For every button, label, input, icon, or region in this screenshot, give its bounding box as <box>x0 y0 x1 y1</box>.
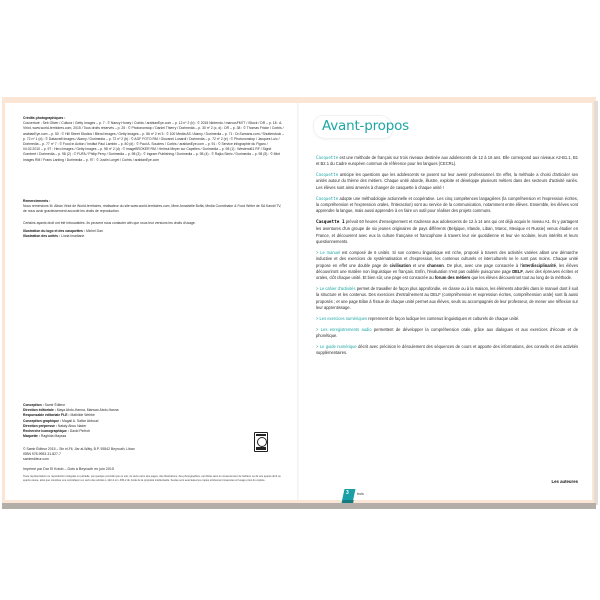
manuel-bold: DELF <box>512 268 523 274</box>
manuel-bold: chanson <box>426 262 444 268</box>
exercices-text: reprennent de façon ludique les contenus linguistiques et culturels de chaque unité. <box>368 315 520 321</box>
staff-value: Maya Abdo-Hanna, Marwan Abdo-Hanna <box>56 408 119 413</box>
brand-name: Casquette <box>316 195 339 201</box>
staff-credits <box>23 403 285 439</box>
page-number: 3 <box>346 490 349 496</box>
signature: Les auteures <box>551 479 578 484</box>
paragraph-level <box>316 219 578 245</box>
manuel-text: . De plus, avec une page consacrée à l' <box>443 262 522 268</box>
staff-label: Recherche iconographique : <box>23 429 69 434</box>
staff-label: Responsable éditoriale FLE : <box>23 413 70 418</box>
manuel-text: est composé de 6 unités. Si son contenu linguistique est riche, proposé à travers des activités variées allant une démarche inductive et des exercices de systématisation et d'expression, les contenus culturels et interculturels ne le sont pas moins. Chaque unité propose en effet une double page de <box>316 249 578 268</box>
illustration-label: Illustration du logo et des casquettes : <box>23 229 85 233</box>
illustration-credits <box>23 229 285 239</box>
audio-link: > Les enregistrements audio <box>316 326 372 332</box>
manuel-link: > Le manuel <box>316 249 341 255</box>
staff-value: Raghida Mayssa <box>40 434 67 439</box>
thanks-text: Nous remercions M. Alban Viriot de World-territoires, réalisateur du site www.world-territoires.com, Mme Annabelle Boffa, Media Coordinator & Food Writer de SA Kandil TV, de nous avoir gracieusement accordé les droits de reproduction. <box>23 204 282 214</box>
cahier-text: permet de travailler de façon plus approfondie, en classe ou à la maison, les éléments abordés dans le manuel dont il suit la structure et les contenus. Des exercices d'entraînement au DELF (compréhension et expression écrites, compréhension orale) sont là aussi proposés ; et une page Bilan à l'issue de chaque unité permet aux élèves, seuls ou accompagnés de leur professeur, de mener une réflexion sur leur apprentissage. <box>316 286 578 310</box>
acknowledgements <box>23 199 285 215</box>
page-title: Avant-propos <box>322 118 409 134</box>
exercices-link: > Les exercices numériques <box>316 315 368 321</box>
logo-circle <box>257 437 267 447</box>
paragraph-guide <box>316 344 578 357</box>
staff-value: Nataly Abou Nader <box>57 423 87 428</box>
staff-value: Magali A. Sattar Abboud <box>62 418 99 423</box>
staff-label: Direction prépresse : <box>23 423 57 428</box>
printer-info: Imprimé par Dar El Kotob – Dots à Beyrouth en juin 2015 <box>23 467 114 471</box>
isbn-line: ISBN 978-9953-31-827-7 <box>23 452 61 457</box>
legal-notice: Toute représentation ou reproduction intégrale ou partielle, par quelque procédé que ce soit, du texte et/ou des pages, des illustrations, des photographies, est illicite sans le consentement de l'éditeur ou de ses ayants droit ou ayants cause, ainsi que constitue une contrefaçon en vertu des articles L.122-4 et L.335-2 du Code de la propriété intellectuelle. Seules sont autorisées les copies strictement réservées à l'usage privé du copiste. <box>23 475 281 482</box>
illustration-label: Illustration des unités : <box>23 234 61 239</box>
staff-value: Samir Éditeur <box>44 403 66 407</box>
manuel-text: , avec des épreuves écrites et orales, clôt chaque unité. Et bien sûr, une page est consacrée au <box>316 268 579 281</box>
paragraph-audio <box>316 327 578 340</box>
paragraph-manuel <box>316 250 578 281</box>
logo-bar <box>256 447 266 450</box>
paragraph-intro <box>316 155 578 168</box>
manuel-bold: civilisation <box>389 262 411 268</box>
foreword-body <box>316 155 578 361</box>
illustration-value: Linda Imadiane <box>61 234 85 239</box>
paragraph-text: est une méthode de français sur trois niveaux destinée aux adolescents de 12 à 16 ans. Elle correspond aux niveaux A2-B1.1, B1 et B2.1 du Cadre européen commun de référence pour les langues (CECRL). <box>316 155 578 167</box>
manuel-text: que les élèves découvriront tout au long de la méthode. <box>471 275 573 281</box>
paragraph-text: prévoit 60 heures d'enseignement et s'adresse aux adolescents de 12 à 14 ans qui ont déjà acquis le niveau A1. Ils y partagent les aventures d'un groupe de six jeunes originaires de pays différents (Belgique, Irlande, Liban, Maroc, Mexique et Russie) venus étudier en France, et découvrent avec eux la culture française et francophone à travers leur vie quotidienne et leur vie scolaire, leurs intérêts et leurs questionnements. <box>316 219 578 245</box>
copyright-line: © Samir Éditeur 2015 – Sin el-Fil, Jisr al-Wâty, B.P. 55542 Beyrouth, Liban <box>23 447 135 451</box>
illustration-value: Michel Dan <box>85 229 103 233</box>
rights-note: Certains ayants droit ont été introuvables. Ils peuvent nous contacter afin que nous leur versions les droits d'usage. <box>23 221 196 225</box>
cahier-link: > Le cahier d'activités <box>316 286 356 292</box>
copyright-block <box>23 447 285 463</box>
paragraph-text: anticipe les questions que les adolescents se posent sur leur avenir professionnel. En effet, la méthode a choisi d'articuler ses unités autour du thème des métiers. Chaque unité aborde, illustre, exploite et développe plusieurs métiers dans des secteurs d'activité variés. Les élèves sont ainsi amenés à changer de casquette à chaque unité ! <box>316 172 578 190</box>
brand-name: Casquette <box>316 155 339 160</box>
staff-label: Maquette : <box>23 434 40 439</box>
manuel-text: et une <box>412 262 425 268</box>
illustration-line <box>23 234 285 239</box>
website-line: samirediteur.com <box>23 457 49 462</box>
guide-text: décrit avec précision le déroulement des séquences de cours et apporte des informations, des conseils et des activités supplémentaires. <box>316 343 579 356</box>
page-number-word: trois <box>357 492 364 496</box>
right-page <box>299 103 592 500</box>
staff-line <box>23 434 285 439</box>
photocopy-warning-icon <box>254 432 268 452</box>
brand-name: Casquette <box>316 172 339 178</box>
book-spread <box>2 97 596 509</box>
paragraph-themes <box>316 172 578 191</box>
cover-edge <box>594 101 598 505</box>
left-page <box>5 103 299 500</box>
photo-credits <box>23 116 285 163</box>
audio-text: permettent de développer la compréhension orale, grâce aux dialogues et aux exercices d'écoute et de phonétique. <box>316 326 578 338</box>
thanks-heading: Remerciements : <box>23 199 51 203</box>
manuel-text: , les élèves découvriront une matière non linguistique en français. Enfin, l'évaluation n'est pas oubliée puisqu'une page <box>316 262 579 274</box>
guide-link: > Le guide numérique <box>316 343 357 349</box>
manuel-bold: interdisciplinarité <box>521 262 556 268</box>
cover-bottom-edge <box>2 503 596 509</box>
credits-heading: Crédits photographiques : <box>23 116 66 120</box>
paragraph-cahier <box>316 286 578 311</box>
paragraph-text: adopte une méthodologie actionnelle et coopérative. Les cinq compétences langagières (la compréhension et l'expression écrites, la compréhension et l'expression orales, l'interaction) sont au service de la communication, notamment entre élèves. Ensemble, les élèves vont apprendre la langue, mais aussi apprendre à en faire un outil pour réaliser des projets communs. <box>316 195 578 214</box>
staff-label: Conception : <box>23 403 44 407</box>
credits-text: Couverture : Seb Oliver / Cultura / Getty Images – p. 7 : © Nancy Honey / Corbis / arabianEye.com – p. 12 nº 2 (b) : © 2015 Nintendo / marcusFM77 / iStock / DR – p. 18 : A. Viriot, www.world-territoires.com, 2015 / Tous droits réservés – p. 25 : © Photononstop / Daniel Thierry / Dorimedia – p. 30 nº 2 (c, d) : DR – p. 38 : © Thomas Fricke / Corbis / arabianEye.com – p. 50 : © Hill Street Studios / Blend Images / Getty Images – p. 56 nº 2 et 3 : © 100 Media AS / Alamy / Dorimedia – p. 71 : Dr.Sarnans.com / Shutterstock – p. 72 nº 1 (d) : © Datacraft Images / Alamy / Dorimedia – p. 72 nº 2 (b) : © AGF FOTO RM / Giovanni Lunardi / Dorimedia – p. 72 nº 2 (e) : © Photononstop / Jacques Loic / Dorimedia – p. 77 nº 7 : © Food in Action / Institut Paul Lambin – p. 80 (d) : © Paul A. Souders / Corbis / arabianEye.com – p. 91 : © Service infographie du Figaro / 04.02.2010 – p. 97 : Hero Images / Getty Images – p. 98 nº 2 (d) : © imageBROKER RM / Helmut Meyer zur Capellen / Dorimedia – p. 98 (1) : Westend61 RF / Sigrid Gombert / Dorimedia – p. 98 (2) : © FUFA / Philip Perry / Dorimedia – p. 98 (3) : © Ingram Publishing / Dorimedia – p. 98 (4) : © Rajko Simic / Dorimedia – p. 98 (5) : © Mint Images RM / Frans Lanting / Dorimedia – p. 97 : © Justin Lorget / Corbis / arabianEye.com <box>23 121 285 162</box>
manuel-bold: forum des métiers <box>434 275 471 281</box>
staff-value: David Pinfroh <box>69 429 91 434</box>
paragraph-method <box>316 196 578 215</box>
staff-value: Mathilde Wehbe <box>70 413 95 418</box>
brand-level-name: Casquette 1 <box>316 220 345 226</box>
staff-label: Direction éditoriale : <box>23 408 56 413</box>
staff-label: Conception graphique : <box>23 418 62 423</box>
paragraph-exercices <box>316 316 578 322</box>
logo-topbar <box>256 434 266 436</box>
